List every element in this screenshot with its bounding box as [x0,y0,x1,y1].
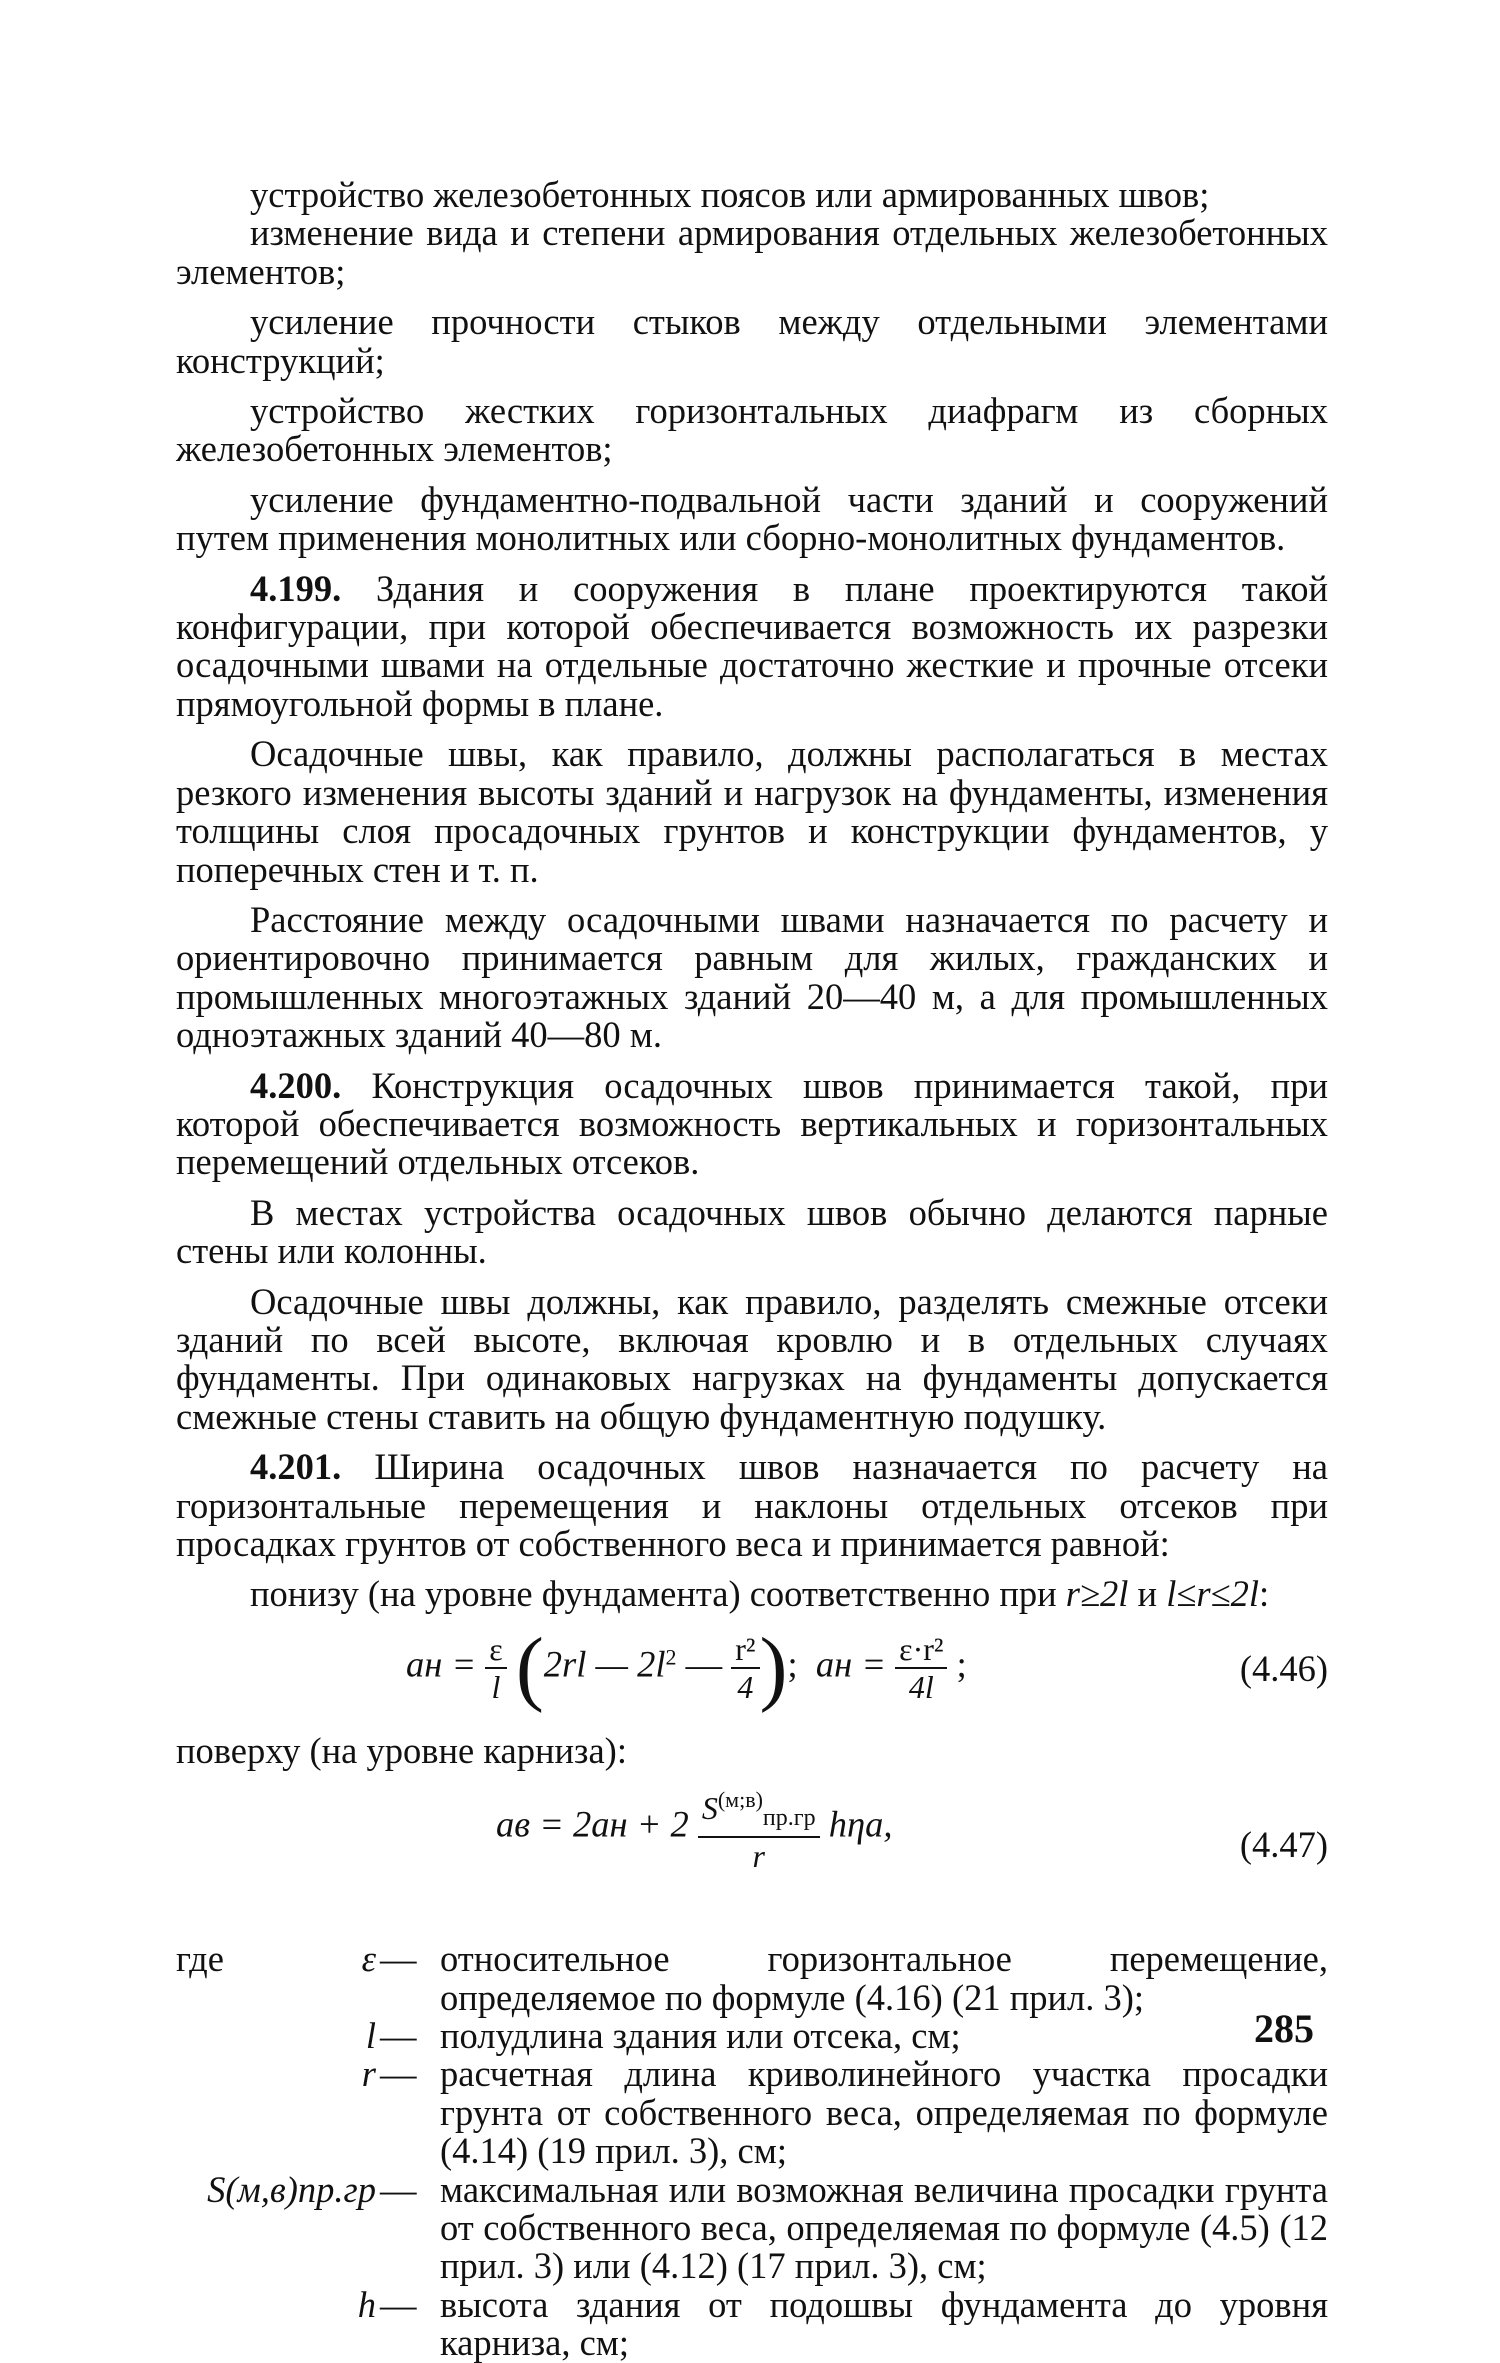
paragraph: Расстояние между осадочными швами назначается по расчету и ориентировочно принимается равным для жилых, гражданских и промышленных многоэтажных зданий 20—40 м, а для промышленных одноэтажных зданий 40—80 м. [176,898,1328,1056]
paragraph: Осадочные швы, как правило, должны располагаться в местах резкого изменения высоты зданий и нагрузок на фундаменты, изменения толщины слоя просадочных грунтов и конструкции фундаментов, у поперечных стен и т. п. [176,733,1328,890]
definitions-list [176,1940,1328,2362]
definition: l — полудлина здания или отсека, см; [365,2015,961,2057]
definition: S(м,в)пр.гр — максимальная или возможная величина просадки грунта от собственного веса, определяемая по формуле (4.5) (12 прил. 3) или (4.12) (17 прил. 3), см; [207,2168,1328,2287]
paragraph: изменение вида и степени армирования отдельных железобетонных элементов; [176,212,1328,292]
paragraph: устройство железобетонных поясов или армированных швов; [250,174,1210,215]
fraction: $\frac{\text{ε·r²}}{4l}$ [895,1631,947,1705]
formula-intro-bottom: понизу (на уровне фундамента) соответственно при r≥2l и l≤r≤2l: [250,1573,1270,1615]
paragraph: Осадочные швы должны, как правило, разделять смежные отсеки зданий по всей высоте, включая кровлю и в отдельных случаях фундаменты. При одинаковых нагрузках на фундаменты допускается смежные стены ставить на общую фундаментную подушку. [176,1280,1328,1437]
formula-4-47: aв = 2aн + 2 $\frac{S^{(м;в)}_{пр.гр}}{r}$ hηa, (4.47) [176,1782,1328,1904]
page-number: 285 [1254,2006,1314,2051]
clause-number: 4.199. [250,567,342,609]
fraction: $\frac{\varepsilon}{l}$ [485,1631,506,1705]
definition: ε — относительное горизонтальное перемещение, определяемое по формуле (4.16) (21 прил. 3); [361,1938,1328,2018]
clause-number: 4.201. [250,1446,342,1488]
definition: h — высота здания от подошвы фундамента до уровня карниза, см; [357,2283,1328,2363]
paragraph-4-201: 4.201. Ширина осадочных швов назначается по расчету на горизонтальные перемещения и наклоны отдельных отсеков при просадках грунтов от собственного веса и принимается равной: [176,1446,1328,1564]
fraction: $\frac{\text{r²}}{4}$ [731,1631,759,1705]
paragraph: усиление фундаментно-подвальной части зданий и сооружений путем применения монолитных или сборно-монолитных фундаментов. [176,478,1328,559]
equation-number: (4.47) [1239,1824,1328,1866]
paragraph-4-200: 4.200. Конструкция осадочных швов принимается такой, при которой обеспечивается возможность вертикальных и горизонтальных перемещений отдельных отсеков. [176,1064,1328,1183]
paragraph: усиление прочности стыков между отдельными элементами конструкций; [176,301,1328,381]
equation-number: (4.46) [1239,1647,1328,1689]
formula-intro-top: поверху (на уровне карниза): [176,1729,627,1771]
formula-4-46: aн = $\frac{\varepsilon}{l}$ (2rl — $2l^2$ — $\frac{\text{r²}}{4}$ ); aн = $\frac{\text{ε·r²}}{4l}$ ; (4.46) [406,1620,1328,1714]
where-label: где [176,1938,224,1980]
paragraph: В местах устройства осадочных швов обычно делаются парные стены или колонны. [176,1191,1328,1272]
paragraph-4-199: 4.199. Здания и сооружения в плане проектируются такой конфигурации, при которой обеспечивается возможность их разрезки осадочными швами на отдельные достаточно жесткие и прочные отсеки прямоугольной формы в плане. [176,567,1328,724]
clause-number: 4.200. [250,1064,342,1106]
definition: r — расчетная длина криволинейного участка просадки грунта от собственного веса, определяемая по формуле (4.14) (19 прил. 3), см; [361,2053,1328,2172]
paragraph: устройство жестких горизонтальных диафрагм из сборных железобетонных элементов; [176,390,1328,470]
fraction: $\frac{S^{(м;в)}_{пр.гр}}{r}$ [698,1782,820,1874]
body-text [176,176,1328,2363]
